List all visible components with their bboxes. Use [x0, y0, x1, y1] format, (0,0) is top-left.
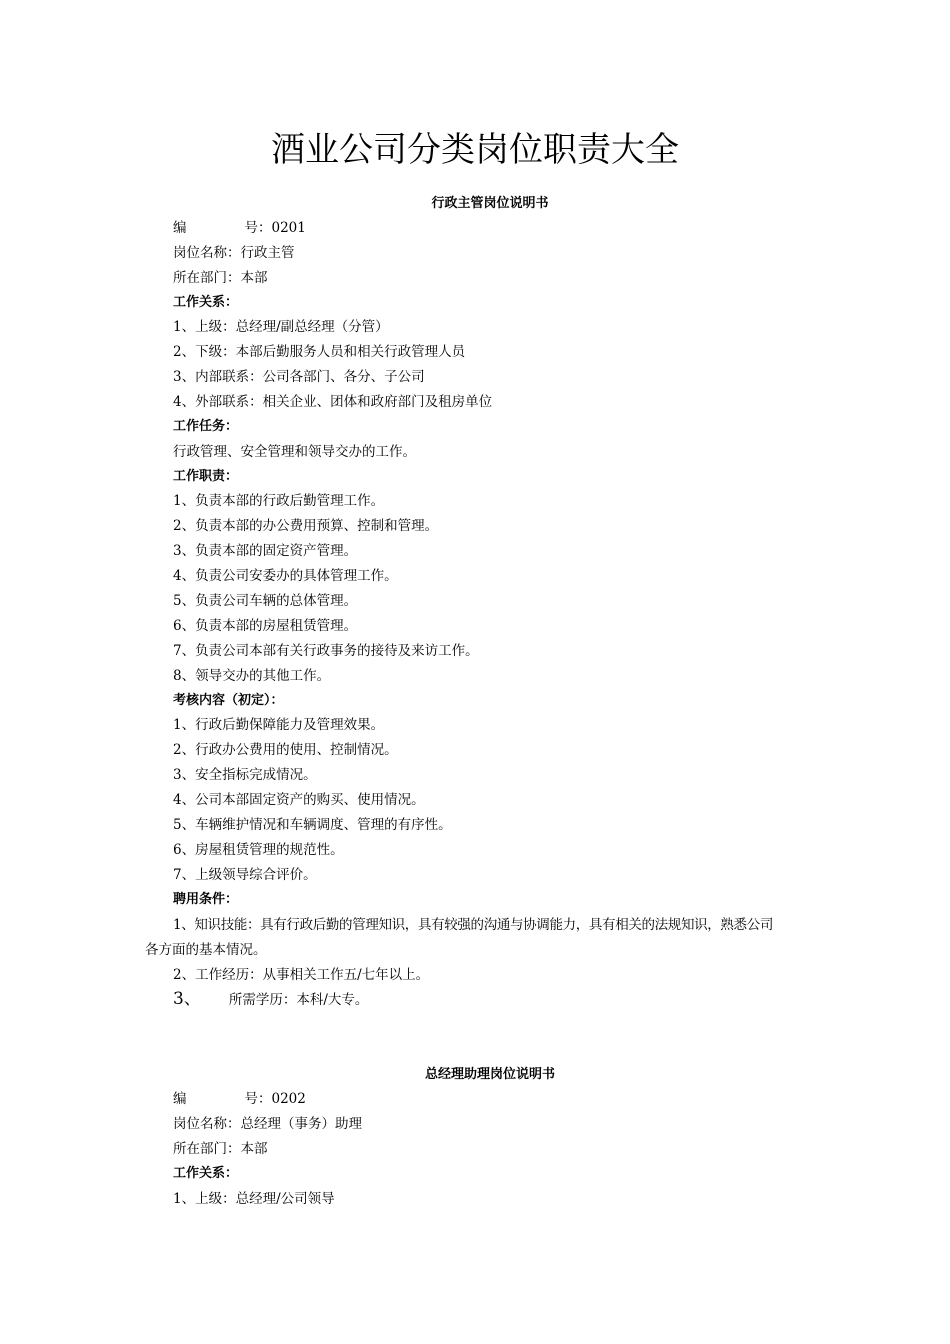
list-item: 4、公司本部固定资产的购买、使用情况。: [173, 792, 425, 808]
department: 所在部门：本部: [173, 270, 268, 286]
list-item: 3、负责本部的固定资产管理。: [173, 543, 358, 559]
hire-item-1-continued: 各方面的基本情况。: [145, 942, 267, 958]
position-name: 岗位名称：行政主管: [173, 245, 295, 261]
position-number: [173, 1090, 306, 1108]
hire-item-3-text: 所需学历：本科/大专。: [228, 992, 369, 1008]
position-number: [173, 219, 306, 237]
duties-heading: 工作职责：: [173, 469, 239, 484]
list-item: 5、负责公司车辆的总体管理。: [173, 593, 358, 609]
list-item: 2、行政办公费用的使用、控制情况。: [173, 742, 398, 758]
relations-heading: 工作关系：: [173, 1166, 239, 1181]
list-item: 6、房屋租赁管理的规范性。: [173, 842, 344, 858]
list-item: 4、负责公司安委办的具体管理工作。: [173, 568, 398, 584]
list-item: 1、上级：总经理/副总经理（分管）: [173, 319, 389, 335]
hire-item-2: 2、工作经历：从事相关工作五/七年以上。: [173, 967, 430, 983]
position-name: 岗位名称：总经理（事务）助理: [173, 1116, 362, 1132]
task-text: 行政管理、安全管理和领导交办的工作。: [173, 444, 416, 460]
list-item: 1、负责本部的行政后勤管理工作。: [173, 493, 385, 509]
section-heading: 行政主管岗位说明书: [431, 196, 549, 211]
list-item: 6、负责本部的房屋租赁管理。: [173, 618, 358, 634]
list-item: 2、负责本部的办公费用预算、控制和管理。: [173, 518, 439, 534]
number-value: 号：0201: [244, 220, 306, 236]
list-item: 8、领导交办的其他工作。: [173, 668, 331, 684]
list-item: 7、负责公司本部有关行政事务的接待及来访工作。: [173, 643, 479, 659]
number-value: 号：0202: [244, 1091, 306, 1107]
list-item: 1、上级：总经理/公司领导: [173, 1191, 335, 1207]
list-item: 7、上级领导综合评价。: [173, 867, 317, 883]
hire-heading: 聘用条件：: [173, 892, 239, 907]
number-label: 编: [173, 1091, 187, 1107]
hire-item-1: 1、知识技能：具有行政后勤的管理知识，具有较强的沟通与协调能力，具有相关的法规知识，熟悉公司: [173, 917, 773, 933]
department: 所在部门：本部: [173, 1141, 268, 1157]
hire-item-3: [173, 990, 368, 1009]
section-heading: 总经理助理岗位说明书: [424, 1067, 555, 1082]
list-item: 3、内部联系：公司各部门、各分、子公司: [173, 369, 425, 385]
number-label: 编: [173, 220, 187, 236]
list-item: 2、下级：本部后勤服务人员和相关行政管理人员: [173, 344, 466, 360]
document-title: 酒业公司分类岗位职责大全: [271, 130, 679, 170]
relations-heading: 工作关系：: [173, 295, 239, 310]
list-item: 1、行政后勤保障能力及管理效果。: [173, 717, 385, 733]
list-item: 4、外部联系：相关企业、团体和政府部门及租房单位: [173, 394, 493, 410]
hire-item-3-number: 3、: [173, 989, 201, 1009]
list-item: 3、安全指标完成情况。: [173, 767, 317, 783]
list-item: 5、车辆维护情况和车辆调度、管理的有序性。: [173, 817, 452, 833]
task-heading: 工作任务：: [173, 419, 239, 434]
assess-heading: 考核内容（初定）：: [173, 693, 284, 708]
